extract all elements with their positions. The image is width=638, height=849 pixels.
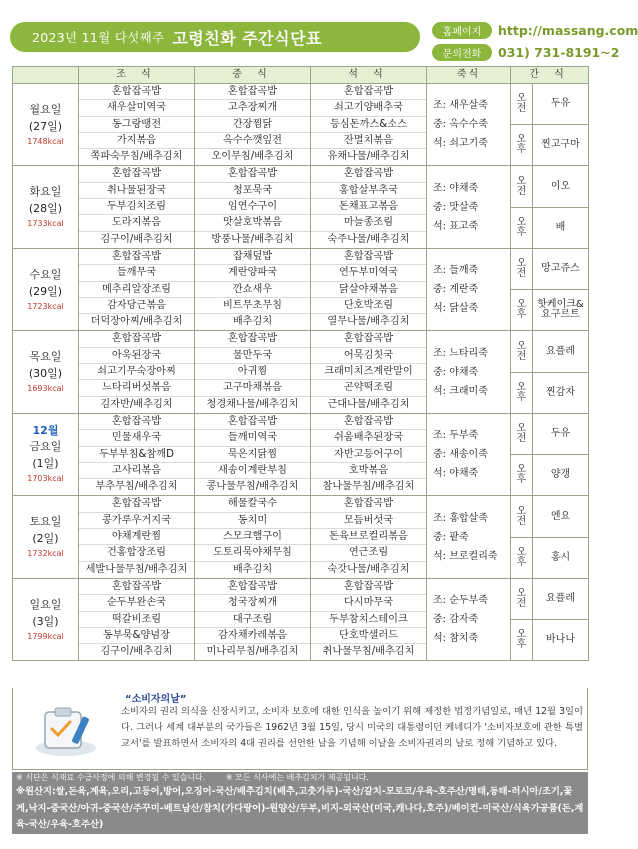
dinner-cell [311, 578, 427, 660]
menu-item: 아귀찜 [195, 364, 310, 380]
menu-item: 방풍나물/배추김치 [211, 233, 294, 245]
lunch-cell [195, 578, 311, 660]
day-name: 일요일 [29, 597, 62, 611]
dinner-cell [311, 166, 427, 248]
porridge-item: 조: 야채죽 [433, 182, 479, 194]
lunch-cell [195, 413, 311, 495]
menu-item: 느타리버섯볶음 [79, 380, 194, 396]
day-row [13, 248, 589, 289]
menu-item: 도토리묵야채무침 [195, 545, 310, 561]
porridge-item: 중: 새송이죽 [433, 449, 488, 461]
dinner-cell [311, 84, 427, 166]
porridge-item: 조: 들깨죽 [433, 265, 479, 277]
menu-item: 떡갈비조림 [79, 612, 194, 628]
title-prefix: 2023년 11월 다섯째주 [32, 30, 165, 45]
phone-number: 031) 731-8191~2 [498, 44, 620, 60]
porridge-item: 중: 계란죽 [433, 284, 479, 296]
porridge-item: 석: 참치죽 [433, 633, 479, 645]
menu-item: 쉬움배추된장국 [311, 430, 426, 446]
menu-item: 배추김치 [232, 563, 273, 575]
menu-item: 혼합잡곡밥 [195, 414, 310, 430]
porridge-cell [427, 166, 511, 248]
porridge-item: 조: 새우살죽 [433, 100, 488, 112]
am-snack: 요플레 [533, 331, 589, 372]
porridge-cell [427, 496, 511, 578]
pm-label: 오후 [511, 125, 533, 166]
day-date: (30일) [28, 367, 63, 381]
menu-item: 근대나물/배추김치 [327, 398, 410, 410]
day-date: (2일) [32, 532, 59, 546]
menu-item: 세발나물무침/배추김치 [85, 563, 188, 575]
breakfast-cell [79, 413, 195, 495]
menu-item: 마늘종조림 [311, 215, 426, 231]
menu-item: 숙갓나물/배추김치 [327, 563, 410, 575]
porridge-cell [427, 84, 511, 166]
pm-label: 오후 [511, 537, 533, 578]
menu-item: 연두부미역국 [311, 265, 426, 281]
homepage-link[interactable]: http://massang.com [498, 22, 638, 38]
menu-item: 김구이/배추김치 [100, 646, 173, 658]
day-cell [13, 84, 79, 166]
porridge-item: 석: 쇠고기죽 [433, 138, 488, 150]
menu-body [13, 84, 589, 661]
menu-item: 청포묵국 [195, 183, 310, 199]
porridge-item: 석: 브로컬리죽 [433, 550, 498, 562]
menu-item: 홍합살부추국 [311, 183, 426, 199]
porridge-item: 조: 두부죽 [433, 430, 479, 442]
menu-item: 쇠고기양배추국 [311, 100, 426, 116]
menu-item: 잡채덮밥 [195, 249, 310, 265]
menu-item: 취나물무침/배추김치 [322, 646, 415, 658]
menu-item: 돈육브로컬리볶음 [311, 529, 426, 545]
page-title: 고령친화 주간식단표 [172, 28, 323, 48]
menu-item: 민물새우국 [79, 430, 194, 446]
menu-item: 옥수수깻잎전 [195, 133, 310, 149]
day-name: 금요일 [29, 440, 62, 454]
menu-item: 혼합잡곡밥 [79, 84, 194, 100]
lunch-cell [195, 248, 311, 330]
porridge-item: 중: 맛살죽 [433, 201, 479, 213]
menu-item: 감자채카레볶음 [195, 628, 310, 644]
day-cell [13, 578, 79, 660]
am-snack: 엔요 [533, 496, 589, 537]
menu-item: 대구조림 [195, 612, 310, 628]
header [10, 14, 638, 62]
menu-item: 단호박조림 [311, 298, 426, 314]
menu-item: 콩가루우거지국 [79, 513, 194, 529]
menu-item: 다시마무국 [311, 595, 426, 611]
menu-item: 혼합잡곡밥 [311, 166, 426, 182]
am-label: 오전 [511, 166, 533, 207]
menu-item: 혼합잡곡밥 [79, 579, 194, 595]
menu-item: 새송이계란부침 [195, 463, 310, 479]
day-kcal: 1723kcal [27, 301, 64, 311]
day-kcal: 1732kcal [27, 549, 64, 559]
menu-item: 더덕장아찌/배추김치 [90, 316, 183, 328]
menu-item: 혼합잡곡밥 [311, 496, 426, 512]
menu-item: 참나물무침/배추김치 [322, 481, 415, 493]
breakfast-cell [79, 496, 195, 578]
homepage-label: 홈페이지 [432, 22, 492, 39]
am-label: 오전 [511, 248, 533, 289]
header-lunch: 중 식 [195, 67, 311, 84]
day-row [13, 496, 589, 537]
menu-item: 혼합잡곡밥 [79, 414, 194, 430]
menu-item: 혼합잡곡밥 [195, 579, 310, 595]
pm-snack: 배 [533, 207, 589, 248]
table-header-row [13, 67, 589, 84]
menu-item: 혼합잡곡밥 [311, 414, 426, 430]
day-kcal: 1799kcal [27, 631, 64, 641]
menu-item: 미나리무침/배추김치 [206, 646, 299, 658]
day-kcal: 1693kcal [27, 384, 64, 394]
menu-item: 해물칼국수 [195, 496, 310, 512]
breakfast-cell [79, 84, 195, 166]
pm-label: 오후 [511, 290, 533, 331]
menu-item: 혼합잡곡밥 [311, 579, 426, 595]
lunch-cell [195, 496, 311, 578]
pm-snack: 양갱 [533, 455, 589, 496]
day-name: 월요일 [29, 102, 62, 116]
am-snack: 이오 [533, 166, 589, 207]
pm-snack: 찐감자 [533, 372, 589, 413]
menu-item: 두부김치조림 [79, 199, 194, 215]
menu-item: 혼합잡곡밥 [195, 166, 310, 182]
menu-item: 콩나물무침/배추김치 [206, 481, 299, 493]
menu-item: 두부참치스테이크 [311, 612, 426, 628]
porridge-cell [427, 413, 511, 495]
porridge-item: 석: 닭살죽 [433, 303, 479, 315]
header-dinner: 석 식 [311, 67, 427, 84]
pm-snack: 찐고구마 [533, 125, 589, 166]
menu-item: 부추무침/배추김치 [95, 481, 178, 493]
menu-item: 혼합잡곡밥 [79, 166, 194, 182]
header-day [13, 67, 79, 84]
menu-item: 고추장찌개 [195, 100, 310, 116]
menu-item: 동치미 [195, 513, 310, 529]
menu-item: 유채나물/배추김치 [327, 151, 410, 163]
header-snack: 간 식 [511, 67, 589, 84]
menu-item: 숙주나물/배추김치 [327, 233, 410, 245]
menu-item: 가지볶음 [79, 133, 194, 149]
breakfast-cell [79, 248, 195, 330]
menu-item: 잔멸치볶음 [311, 133, 426, 149]
porridge-item: 석: 야채죽 [433, 468, 479, 480]
lunch-cell [195, 84, 311, 166]
am-snack: 두유 [533, 84, 589, 125]
pm-label: 오후 [511, 455, 533, 496]
menu-item: 고구마채볶음 [195, 380, 310, 396]
breakfast-cell [79, 166, 195, 248]
consumer-day-box [12, 688, 588, 770]
porridge-cell [427, 331, 511, 413]
menu-item: 임연수구이 [195, 199, 310, 215]
day-date: (28일) [28, 202, 63, 216]
menu-item: 호박볶음 [311, 463, 426, 479]
dinner-cell [311, 331, 427, 413]
breakfast-cell [79, 331, 195, 413]
origin-info: ※원산지:쌀,돈육,계육,오리,고등어,방어,오징어-국산/배추김치(배추,고춧가루)-국산/갈치-모로코/우육-호주산/명태,동태-러시아/조기,꽃게,낙지-중국산/아귀-중국산/주꾸미-베트남산/참치(가다랑어)-원양산/두부,비지-외국산(미국,캐나다,호주)/베이컨-미국산/식육가공품(돈,계육-국산/우육-호주산) [12, 784, 588, 834]
pm-label: 오후 [511, 372, 533, 413]
pm-snack: 핫케이크&요구르트 [533, 290, 589, 331]
day-month: 12월 [32, 424, 59, 438]
day-row [13, 578, 589, 619]
menu-item: 배추김치 [232, 316, 273, 328]
menu-item: 메추리알장조림 [79, 282, 194, 298]
menu-item: 혼합잡곡밥 [79, 249, 194, 265]
menu-item: 묵은지닭찜 [195, 447, 310, 463]
menu-item: 닭살야채볶음 [311, 282, 426, 298]
menu-item: 열무나물/배추김치 [327, 316, 410, 328]
menu-item: 맛살호박볶음 [195, 215, 310, 231]
menu-item: 감자당근볶음 [79, 298, 194, 314]
menu-item: 새우살미역국 [79, 100, 194, 116]
porridge-item: 조: 홍합살죽 [433, 512, 488, 524]
homepage-row [432, 20, 638, 40]
day-date: (1일) [32, 457, 59, 471]
menu-item: 혼합잡곡밥 [311, 249, 426, 265]
porridge-item: 석: 표고죽 [433, 220, 479, 232]
menu-item: 들깨미역국 [195, 430, 310, 446]
am-label: 오전 [511, 413, 533, 454]
menu-item: 간장찜닭 [195, 117, 310, 133]
menu-item: 김자반/배추김치 [100, 398, 173, 410]
menu-item: 어묵김칫국 [311, 348, 426, 364]
notice-menu-change: ※ 식단은 식재료 수급사정에 의해 변경될 수 있습니다. [16, 773, 206, 782]
weekly-menu-table [12, 66, 589, 661]
menu-item: 연근조림 [311, 545, 426, 561]
day-row [13, 166, 589, 207]
menu-item: 돈채표고볶음 [311, 199, 426, 215]
menu-item: 곤약떡조림 [311, 380, 426, 396]
am-label: 오전 [511, 84, 533, 125]
pm-snack: 홍시 [533, 537, 589, 578]
porridge-item: 조: 느타리죽 [433, 347, 488, 359]
porridge-cell [427, 578, 511, 660]
menu-item: 두부부침&참깨D [79, 447, 194, 463]
title-banner [10, 22, 420, 52]
am-label: 오전 [511, 331, 533, 372]
menu-item: 고사리볶음 [79, 463, 194, 479]
day-row [13, 84, 589, 125]
day-date: (3일) [32, 614, 59, 628]
pm-snack: 바나나 [533, 620, 589, 661]
menu-item: 비트무초무침 [195, 298, 310, 314]
pm-label: 오후 [511, 207, 533, 248]
day-cell [13, 331, 79, 413]
notice-kimchi: ※ 모든 식사에는 배추김치가 제공됩니다. [225, 773, 369, 782]
porridge-item: 중: 팥죽 [433, 531, 469, 543]
day-kcal: 1703kcal [27, 474, 64, 484]
breakfast-cell [79, 578, 195, 660]
day-date: (27일) [28, 119, 63, 133]
day-name: 토요일 [29, 515, 62, 529]
menu-item: 아욱된장국 [79, 348, 194, 364]
menu-item: 혼합잡곡밥 [79, 331, 194, 347]
phone-label: 문의전화 [432, 44, 492, 61]
header-breakfast: 조 식 [79, 67, 195, 84]
menu-item: 쪽파숙무침/배추김치 [90, 151, 183, 163]
porridge-item: 중: 옥수수죽 [433, 119, 488, 131]
day-cell [13, 248, 79, 330]
menu-item: 청국장찌개 [195, 595, 310, 611]
day-cell [13, 166, 79, 248]
menu-item: 물만두국 [195, 348, 310, 364]
dinner-cell [311, 248, 427, 330]
menu-item: 혼합잡곡밥 [311, 331, 426, 347]
menu-item: 크래미치즈계란말이 [311, 364, 426, 380]
menu-item: 건홍합장조림 [79, 545, 194, 561]
am-snack: 요플레 [533, 578, 589, 619]
lunch-cell [195, 166, 311, 248]
menu-item: 오이무침/배추김치 [211, 151, 294, 163]
dinner-cell [311, 413, 427, 495]
consumer-day-title: “소비자의날” [125, 694, 187, 705]
menu-item: 등심돈까스&소스 [311, 117, 426, 133]
menu-item: 동부묵&양념장 [79, 628, 194, 644]
clipboard-pencil-icon [31, 702, 101, 758]
menu-item: 혼합잡곡밥 [311, 84, 426, 100]
menu-item: 자반고등어구이 [311, 447, 426, 463]
menu-item: 깐쇼새우 [195, 282, 310, 298]
day-date: (29일) [28, 284, 63, 298]
menu-item: 들깨무국 [79, 265, 194, 281]
menu-item: 청경채나물/배추김치 [206, 398, 299, 410]
menu-item: 쇠고기무숙장아찌 [79, 364, 194, 380]
am-label: 오전 [511, 578, 533, 619]
porridge-cell [427, 248, 511, 330]
menu-item: 취나물된장국 [79, 183, 194, 199]
notice-bar [12, 772, 588, 784]
menu-item: 도라지볶음 [79, 215, 194, 231]
day-name: 수요일 [29, 267, 62, 281]
day-row [13, 413, 589, 454]
day-name: 화요일 [29, 185, 62, 199]
am-snack: 두유 [533, 413, 589, 454]
day-cell [13, 413, 79, 495]
day-row [13, 331, 589, 372]
lunch-cell [195, 331, 311, 413]
porridge-item: 석: 크래미죽 [433, 385, 488, 397]
porridge-item: 중: 감자죽 [433, 614, 479, 626]
phone-row [432, 42, 619, 62]
day-name: 목요일 [29, 350, 62, 364]
menu-item: 계란양파국 [195, 265, 310, 281]
menu-item: 모듬버섯국 [311, 513, 426, 529]
am-snack: 망고쥬스 [533, 248, 589, 289]
consumer-day-text: 소비자의 권리 의식을 신장시키고, 소비자 보호에 대한 인식을 높이기 위해 제정한 법정기념일로, 매년 12월 3일이다. 그러나 세계 대부분의 국가들은 1962년 3월 15일, 당시 미국의 대통령이던 케네디가 '소비자보호에 관한 특별교서'를 발표하면서 소비자의 4대 권리를 선언한 날을 기념해 이날을 소비자권리의 날로 정해 기념하고 있다. [121, 706, 583, 749]
menu-item: 순두부완손국 [79, 595, 194, 611]
pm-label: 오후 [511, 620, 533, 661]
menu-item: 김구이/배추김치 [100, 233, 173, 245]
day-cell [13, 496, 79, 578]
day-kcal: 1733kcal [27, 219, 64, 229]
menu-item: 혼합잡곡밥 [195, 84, 310, 100]
menu-item: 혼합잡곡밥 [195, 331, 310, 347]
porridge-item: 조: 순두부죽 [433, 595, 488, 607]
menu-item: 동그랑땡전 [79, 117, 194, 133]
porridge-item: 중: 야채죽 [433, 366, 479, 378]
menu-item: 단호박샐러드 [311, 628, 426, 644]
header-porridge: 죽식 [427, 67, 511, 84]
menu-item: 야채계란찜 [79, 529, 194, 545]
am-label: 오전 [511, 496, 533, 537]
menu-item: 스모크햄구이 [195, 529, 310, 545]
day-kcal: 1748kcal [27, 136, 64, 146]
dinner-cell [311, 496, 427, 578]
menu-item: 혼합잡곡밥 [79, 496, 194, 512]
